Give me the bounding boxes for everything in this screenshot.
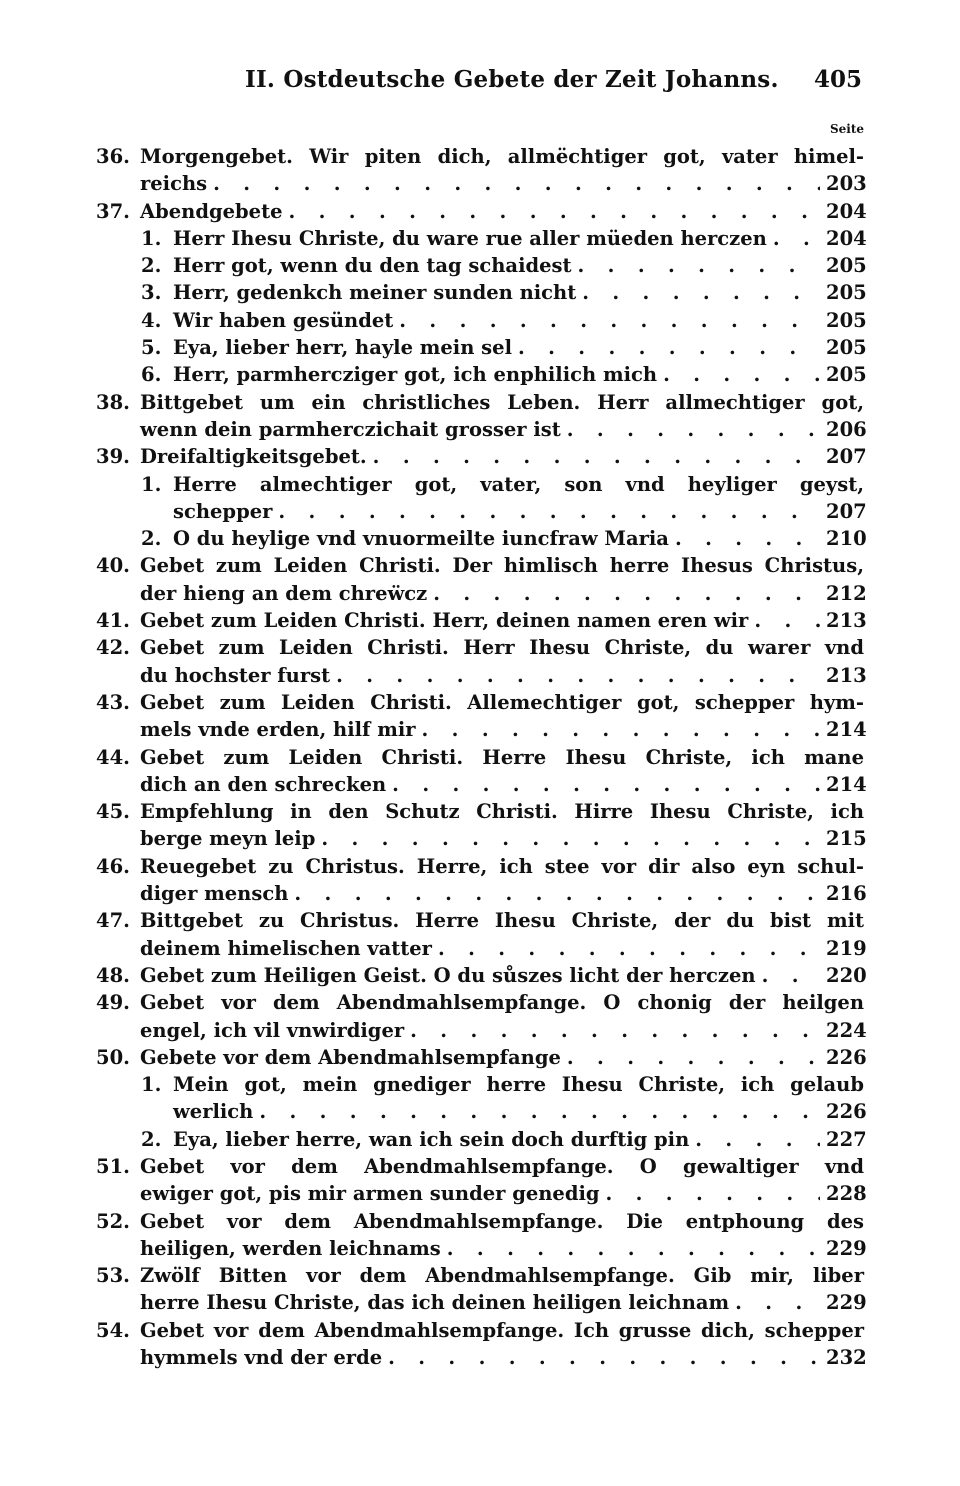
entry-text-line: Gebete vor dem Abendmahlsempfange xyxy=(140,1045,561,1069)
table-of-contents xyxy=(96,143,867,1371)
entry-page-number: 224 xyxy=(826,1018,867,1042)
entry-text-line: Mein got, mein gnediger herre Ihesu Christe, ich gelaub xyxy=(173,1073,864,1097)
page-column-label: Seite xyxy=(829,122,864,136)
entry-page-number: 214 xyxy=(826,718,867,742)
entry-text-line: Gebet zum Leiden Christi. Herr Ihesu Christe, du warer vnd xyxy=(140,636,864,660)
dot-leader xyxy=(213,170,820,197)
dot-leader xyxy=(578,252,820,279)
entry-page-number: 205 xyxy=(826,254,867,278)
entry-text-line: Zwölf Bitten vor dem Abendmahlsempfange. Gib mir, liber xyxy=(140,1264,864,1288)
dot-leader xyxy=(606,1180,821,1207)
entry-page-number: 204 xyxy=(826,199,867,223)
dot-leader xyxy=(321,825,820,852)
entry-text-line: du hochster furst xyxy=(140,663,331,687)
toc-entry xyxy=(96,689,867,744)
entry-number: 6. xyxy=(141,363,162,387)
entry-number: 40. xyxy=(96,554,130,578)
entry-text-line: Gebet zum Leiden Christi. Der himlisch herre Ihesus Christus, xyxy=(140,554,864,578)
entry-number: 1. xyxy=(141,226,162,250)
entry-number: 50. xyxy=(96,1045,130,1069)
entry-number: 5. xyxy=(141,336,162,360)
dot-leader xyxy=(567,416,820,443)
toc-entry xyxy=(96,634,867,689)
entry-text-line: Reuegebet zu Christus. Herre, ich stee vor dir also eyn schul- xyxy=(140,854,864,878)
dot-leader xyxy=(754,607,820,634)
entry-text-line: O du heylige vnd vnuormeilte iuncfraw Maria xyxy=(173,527,669,551)
toc-subentry xyxy=(96,279,867,306)
entry-text-line: Gebet vor dem Abendmahlsempfange. O gewaltiger vnd xyxy=(140,1154,864,1178)
toc-entry xyxy=(96,853,867,908)
dot-leader xyxy=(278,498,820,525)
entry-page-number: 204 xyxy=(826,226,867,250)
toc-entry xyxy=(96,607,867,634)
page-header xyxy=(0,66,960,98)
entry-number: 36. xyxy=(96,145,130,168)
page-number: 405 xyxy=(813,66,862,93)
toc-entry xyxy=(96,1044,867,1071)
toc-subentry xyxy=(96,307,867,334)
entry-text-line: deinem himelischen vatter xyxy=(140,936,432,960)
entry-text-line: Herr, parmhercziger got, ich enphilich mich xyxy=(173,363,658,387)
entry-page-number: 229 xyxy=(826,1236,867,1260)
dot-leader xyxy=(433,580,820,607)
entry-number: 2. xyxy=(141,527,162,551)
toc-entry xyxy=(96,744,867,799)
entry-text-line: Gebet zum Leiden Christi. Herre Ihesu Christe, ich mane xyxy=(140,745,864,769)
entry-text-line: Herr, gedenkch meiner sunden nicht xyxy=(173,281,577,305)
dot-leader xyxy=(582,279,820,306)
entry-page-number: 207 xyxy=(826,499,867,523)
toc-entry xyxy=(96,143,867,198)
entry-page-number: 205 xyxy=(826,308,867,332)
entry-page-number: 210 xyxy=(826,527,867,551)
toc-entry xyxy=(96,1262,867,1317)
toc-entry xyxy=(96,1153,867,1208)
entry-text-line: wenn dein parmherczichait grosser ist xyxy=(140,417,561,441)
entry-text-line: Eya, lieber herr, hayle mein sel xyxy=(173,336,512,360)
entry-number: 37. xyxy=(96,199,130,223)
entry-text-line: Dreifaltigkeitsgebet. xyxy=(140,445,367,469)
entry-number: 42. xyxy=(96,636,130,660)
entry-text-line: engel, ich vil vnwirdiger xyxy=(140,1018,405,1042)
entry-page-number: 213 xyxy=(826,609,867,633)
entry-page-number: 213 xyxy=(826,663,867,687)
entry-number: 1. xyxy=(141,1073,162,1097)
entry-text-line: heiligen, werden leichnams xyxy=(140,1236,441,1260)
entry-page-number: 215 xyxy=(826,827,867,851)
entry-text-line: Bittgebet um ein christliches Leben. Herr allmechtiger got, xyxy=(140,390,864,414)
entry-text-line: Bittgebet zu Christus. Herre Ihesu Christe, der du bist mit xyxy=(140,909,864,933)
toc-subentry xyxy=(96,525,867,552)
entry-number: 39. xyxy=(96,445,130,469)
dot-leader xyxy=(762,962,820,989)
toc-entry xyxy=(96,962,867,989)
entry-text-line: Gebet vor dem Abendmahlsempfange. O chonig der heilgen xyxy=(140,991,864,1015)
dot-leader xyxy=(336,662,820,689)
entry-text-line: schepper xyxy=(173,499,273,523)
entry-text-line: Herr Ihesu Christe, du ware rue aller müeden herczen xyxy=(173,226,767,250)
entry-number: 52. xyxy=(96,1209,130,1233)
toc-entry xyxy=(96,989,867,1044)
toc-entry xyxy=(96,389,867,444)
entry-text-line: Morgengebet. Wir piten dich, allmëchtiger got, vater himel- xyxy=(140,145,864,168)
entry-number: 43. xyxy=(96,690,130,714)
entry-page-number: 207 xyxy=(826,445,867,469)
entry-page-number: 219 xyxy=(826,936,867,960)
toc-subentry xyxy=(96,1071,867,1126)
dot-leader xyxy=(392,771,820,798)
dot-leader xyxy=(438,935,820,962)
entry-page-number: 228 xyxy=(826,1182,867,1206)
entry-number: 46. xyxy=(96,854,130,878)
entry-number: 3. xyxy=(141,281,162,305)
entry-text-line: Wir haben gesündet xyxy=(173,308,394,332)
entry-text-line: Gebet zum Heiligen Geist. O du sůszes licht der herczen xyxy=(140,963,756,987)
entry-number: 45. xyxy=(96,800,130,824)
entry-text-line: mels vnde erden, hilf mir xyxy=(140,718,416,742)
entry-number: 2. xyxy=(141,254,162,278)
dot-leader xyxy=(773,225,820,252)
entry-text-line: ewiger got, pis mir armen sunder genedig xyxy=(140,1182,600,1206)
entry-number: 44. xyxy=(96,745,130,769)
entry-text-line: der hieng an dem chreẅcz xyxy=(140,581,428,605)
toc-subentry xyxy=(96,1126,867,1153)
toc-subentry xyxy=(96,225,867,252)
entry-page-number: 205 xyxy=(826,363,867,387)
entry-number: 54. xyxy=(96,1318,130,1342)
dot-leader xyxy=(410,1017,820,1044)
entry-page-number: 212 xyxy=(826,581,867,605)
entry-page-number: 206 xyxy=(826,417,867,441)
entry-text-line: hymmels vnd der erde xyxy=(140,1346,383,1370)
toc-entry xyxy=(96,798,867,853)
entry-text-line: Gebet vor dem Abendmahlsempfange. Ich grusse dich, schepper xyxy=(140,1318,864,1342)
toc-entry xyxy=(96,1317,867,1372)
entry-number: 48. xyxy=(96,963,130,987)
toc-entry xyxy=(96,907,867,962)
entry-number: 1. xyxy=(141,472,162,496)
toc-subentry xyxy=(96,361,867,388)
entry-number: 38. xyxy=(96,390,130,414)
dot-leader xyxy=(675,525,820,552)
running-title: II. Ostdeutsche Gebete der Zeit Johanns. xyxy=(245,66,779,93)
entry-text-line: herre Ihesu Christe, das ich deinen heiligen leichnam xyxy=(140,1291,730,1315)
entry-page-number: 226 xyxy=(826,1100,867,1124)
dot-leader xyxy=(447,1235,820,1262)
entry-page-number: 214 xyxy=(826,772,867,796)
dot-leader xyxy=(373,443,820,470)
entry-page-number: 226 xyxy=(826,1045,867,1069)
toc-entry xyxy=(96,198,867,225)
entry-page-number: 205 xyxy=(826,281,867,305)
entry-number: 53. xyxy=(96,1264,130,1288)
dot-leader xyxy=(663,361,820,388)
toc-entry xyxy=(96,443,867,470)
entry-text-line: Eya, lieber herre, wan ich sein doch durftig pin xyxy=(173,1127,690,1151)
entry-text-line: reichs xyxy=(140,172,208,196)
toc-subentry xyxy=(96,471,867,526)
entry-page-number: 216 xyxy=(826,882,867,906)
entry-number: 51. xyxy=(96,1154,130,1178)
entry-text-line: Herre almechtiger got, vater, son vnd heyliger geyst, xyxy=(173,472,864,496)
entry-text-line: Gebet vor dem Abendmahlsempfange. Die entphoung des xyxy=(140,1209,864,1233)
entry-page-number: 205 xyxy=(826,336,867,360)
dot-leader xyxy=(288,198,820,225)
toc-entry xyxy=(96,1208,867,1263)
dot-leader xyxy=(388,1344,820,1371)
dot-leader xyxy=(695,1126,820,1153)
entry-text-line: berge meyn leip xyxy=(140,827,316,851)
toc-subentry xyxy=(96,334,867,361)
entry-text-line: Herr got, wenn du den tag schaidest xyxy=(173,254,572,278)
dot-leader xyxy=(567,1044,820,1071)
entry-text-line: diger mensch xyxy=(140,882,289,906)
dot-leader xyxy=(422,716,820,743)
entry-page-number: 229 xyxy=(826,1291,867,1315)
entry-number: 47. xyxy=(96,909,130,933)
entry-text-line: Abendgebete xyxy=(140,199,283,223)
toc-entry xyxy=(96,552,867,607)
toc-subentry xyxy=(96,252,867,279)
entry-page-number: 232 xyxy=(826,1346,867,1370)
entry-text-line: werlich xyxy=(173,1100,254,1124)
entry-number: 4. xyxy=(141,308,162,332)
entry-page-number: 227 xyxy=(826,1127,867,1151)
dot-leader xyxy=(294,880,820,907)
entry-text-line: Gebet zum Leiden Christi. Allemechtiger got, schepper hym- xyxy=(140,690,864,714)
dot-leader xyxy=(259,1098,820,1125)
dot-leader xyxy=(735,1289,820,1316)
entry-text-line: dich an den schrecken xyxy=(140,772,387,796)
entry-number: 49. xyxy=(96,991,130,1015)
entry-text-line: Empfehlung in den Schutz Christi. Hirre Ihesu Christe, ich xyxy=(140,800,864,824)
entry-number: 2. xyxy=(141,1127,162,1151)
entry-text-line: Gebet zum Leiden Christi. Herr, deinen namen eren wir xyxy=(140,609,749,633)
entry-page-number: 203 xyxy=(826,172,867,196)
entry-number: 41. xyxy=(96,609,130,633)
dot-leader xyxy=(518,334,820,361)
entry-page-number: 220 xyxy=(826,963,867,987)
dot-leader xyxy=(399,307,820,334)
